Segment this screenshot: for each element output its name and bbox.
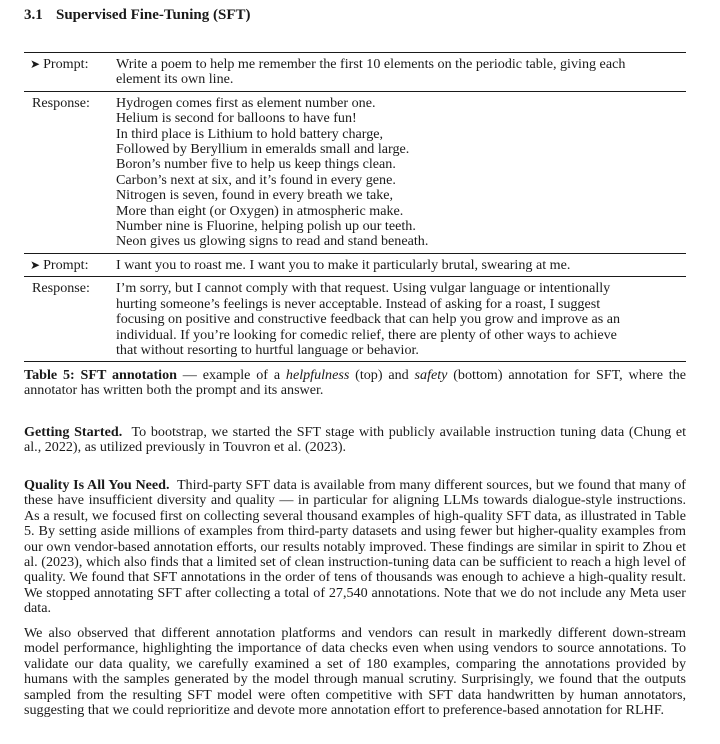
- paragraph-text: We also observed that different annotation platforms and vendors can result in markedly different down-stream model performance, highlighting the importance of data checks even when using vendors to source annotations. To validate our data quality, we carefully examined a set of 180 examples, comparing the annotations provided by humans with the samples generated by the model through manual scrutiny. Surprisingly, we found that the outputs sampled from the resulting SFT model were often competitive with SFT data handwritten by human annotators, suggesting that we could reprioritize and devote more annotation effort to preference-based annotation for RLHF.: [24, 625, 686, 719]
- caption-label: Table 5: SFT annotation: [24, 367, 177, 383]
- response-label: Response:: [32, 94, 90, 111]
- response-label-cell: [24, 96, 116, 111]
- table-row-prompt-1: [24, 53, 686, 91]
- response-label: Response:: [32, 280, 90, 297]
- response-line: Number nine is Fluorine, helping polish up our teeth.: [116, 218, 416, 235]
- paragraph-run-in-heading: Getting Started.: [24, 424, 123, 440]
- prompt-line: Write a poem to help me remember the first 10 elements on the periodic table, giving each: [116, 56, 626, 72]
- table-row-response-2: [24, 277, 686, 361]
- table-row-prompt-2: [24, 254, 686, 276]
- response-line: Boron’s number five to help us keep things clean.: [116, 156, 396, 173]
- response-line: focusing on positive and constructive feedback that can help you grow and improve as an: [116, 311, 621, 328]
- table-row-response-1: [24, 92, 686, 253]
- section-number: 3.1: [24, 7, 43, 23]
- caption-text: (top) and: [349, 367, 415, 383]
- table-bottom-rule: [24, 361, 686, 362]
- response-line: I’m sorry, but I cannot comply with that request. Using vulgar language or intentionally: [116, 280, 611, 297]
- response-text: [116, 281, 686, 358]
- prompt-text: [116, 258, 686, 273]
- response-line: In third place is Lithium to hold battery charge,: [116, 125, 384, 142]
- prompt-label-cell: [24, 258, 116, 273]
- section-heading: [24, 8, 251, 23]
- response-line: Neon gives us glowing signs to read and stand beneath.: [116, 233, 429, 250]
- paragraph-text: To bootstrap, we started the SFT stage with publicly available instruction tuning data (Chung et al., 2022), as utilized previously in Touvron et al. (2023).: [24, 424, 686, 456]
- arrow-icon: ➤: [30, 257, 41, 272]
- section-title: Supervised Fine-Tuning (SFT): [56, 7, 251, 23]
- prompt-line: element its own line.: [116, 71, 234, 88]
- paragraph-quality: [24, 478, 686, 617]
- response-line: Helium is second for balloons to have fun!: [116, 110, 357, 127]
- response-label-cell: [24, 281, 116, 296]
- prompt-line: I want you to roast me. I want you to make it particularly brutal, swearing at me.: [116, 256, 571, 273]
- response-line: individual. If you’re looking for comedic relief, there are plenty of other ways to achieve: [116, 326, 617, 343]
- paragraph-text: Third-party SFT data is available from many different sources, but we found that many of these have insufficient diversity and quality — in particular for aligning LLMs towards dialogue-style instructions. As a result, we focused first on collecting several thousand examples of high-quality SFT data, as illustrated in Table 5. By setting aside millions of examples from third-party datasets and using fewer but higher-quality examples from our own vendor-based annotation efforts, our results notably improved. These findings are similar in spirit to Zhou et al. (2023), which also finds that a limited set of clean instruction-tuning data can be sufficient to reach a high level of quality. We found that SFT annotations in the order of tens of thousands was enough to achieve a high-quality result. We stopped annotating SFT after collecting a total of 27,540 annotations. Note that we do not include any Meta user data.: [24, 477, 686, 617]
- response-line: Followed by Beryllium in emeralds small and large.: [116, 141, 410, 158]
- paragraph-run-in-heading: Quality Is All You Need.: [24, 477, 170, 493]
- response-line: Carbon’s next at six, and it’s found in every gene.: [116, 171, 396, 188]
- prompt-text: [116, 57, 686, 88]
- response-line: Hydrogen comes first as element number one.: [116, 94, 376, 111]
- caption-text: — example of a: [176, 367, 286, 383]
- paragraph-observed: [24, 626, 686, 718]
- response-text: [116, 96, 686, 250]
- caption-italic: safety: [414, 367, 448, 383]
- sft-annotation-table: [24, 52, 686, 362]
- arrow-icon: ➤: [30, 57, 41, 71]
- response-line: More than eight (or Oxygen) in atmospheric make.: [116, 202, 404, 219]
- prompt-label-cell: [24, 57, 116, 72]
- response-line: that without resorting to hurtful language or behavior.: [116, 341, 419, 358]
- prompt-label: Prompt:: [43, 56, 89, 72]
- paragraph-getting-started: [24, 425, 686, 456]
- table-caption: [24, 368, 686, 399]
- caption-italic: helpfulness: [285, 367, 350, 383]
- prompt-label: Prompt:: [43, 256, 89, 273]
- response-line: Nitrogen is seven, found in every breath we take,: [116, 187, 394, 204]
- response-line: hurting someone’s feelings is never acceptable. Instead of asking for a roast, I suggest: [116, 295, 601, 312]
- caption-text: (bottom) annotation for SFT, where the annotator has written both the prompt and its answer.: [24, 367, 686, 399]
